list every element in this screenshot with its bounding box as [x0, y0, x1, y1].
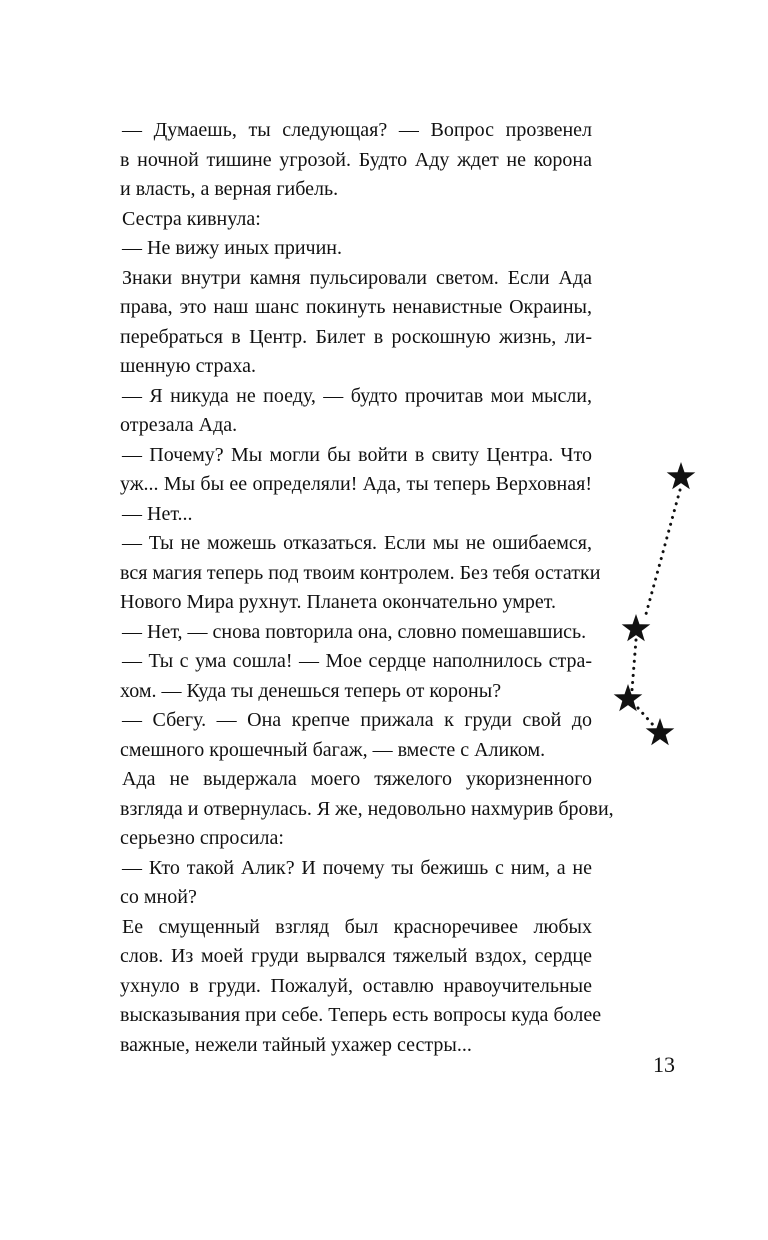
paragraph — [120, 618, 592, 648]
paragraph — [120, 441, 592, 500]
text-line: — Нет... — [122, 502, 193, 525]
text-line: — Ты с ума сошла! — Мое сердце наполнилось стра- — [122, 650, 592, 672]
text-line: важные, нежели тайный ухажер сестры... — [120, 1033, 472, 1056]
text-line: Ада не выдержала моего тяжелого укоризненного — [122, 768, 592, 790]
text-line: — Не вижу иных причин. — [122, 237, 342, 259]
paragraph — [120, 382, 592, 441]
text-line: — Я никуда не поеду, — будто прочитав мои мысли, — [122, 384, 592, 407]
text-line: шенную страха. — [120, 355, 256, 377]
paragraph — [120, 854, 592, 913]
text-line: со мной? — [120, 886, 197, 908]
paragraph — [120, 706, 592, 765]
paragraph — [120, 647, 592, 706]
text-line: — Нет, — снова повторила она, словно помешавшись. — [122, 620, 587, 643]
text-line: уж... Мы бы ее определяли! Ада, ты теперь Верховная! — [120, 473, 592, 495]
text-line: перебраться в Центр. Билет в роскошную жизнь, ли- — [120, 325, 592, 348]
text-line: слов. Из моей груди вырвался тяжелый вздох, сердце — [120, 945, 592, 967]
paragraph — [120, 913, 602, 1061]
text-line: смешного крошечный багаж, — вместе с Аликом. — [120, 738, 546, 761]
page-text — [120, 116, 614, 1060]
text-line: в ночной тишине угрозой. Будто Аду ждет не корона — [120, 148, 592, 171]
text-line: — Ты не можешь отказаться. Если мы не ошибаемся, — [122, 532, 592, 554]
text-line: Знаки внутри камня пульсировали светом. Если Ада — [122, 266, 592, 289]
text-line: серьезно спросила: — [120, 827, 284, 849]
star-icon — [622, 614, 651, 641]
text-line: хом. — Куда ты денешься теперь от короны? — [120, 679, 502, 702]
paragraph — [120, 529, 601, 618]
text-line: — Почему? Мы могли бы войти в свиту Центра. Что — [122, 443, 592, 466]
paragraph — [120, 264, 592, 382]
paragraph — [120, 500, 592, 530]
star-icon — [646, 718, 675, 745]
paragraph — [120, 205, 592, 235]
text-line: взгляда и отвернулась. Я же, недовольно нахмурив брови, — [120, 797, 614, 820]
star-constellation-icon — [600, 450, 710, 760]
text-line: Ее смущенный взгляд был красноречивее любых — [122, 915, 592, 938]
text-line: вся магия теперь под твоим контролем. Без тебя остатки — [120, 561, 601, 584]
text-line: — Думаешь, ты следующая? — Вопрос прозвенел — [122, 119, 592, 141]
text-line: высказывания при себе. Теперь есть вопросы куда более — [120, 1004, 602, 1026]
page-number: 13 — [653, 1052, 675, 1077]
text-line: и власть, а верная гибель. — [120, 178, 339, 200]
paragraph — [120, 765, 614, 854]
text-line: — Сбегу. — Она крепче прижала к груди свой до — [122, 709, 592, 731]
text-line: Нового Мира рухнут. Планета окончательно умрет. — [120, 591, 556, 613]
text-line: отрезала Ада. — [120, 414, 238, 436]
star-icon — [667, 462, 696, 489]
text-line: права, это наш шанс покинуть ненавистные Окраины, — [120, 296, 592, 318]
paragraph — [120, 116, 592, 205]
text-line: Сестра кивнула: — [122, 207, 261, 230]
text-line: ухнуло в груди. Пожалуй, оставлю нравоучительные — [120, 974, 592, 997]
paragraph — [120, 234, 592, 264]
text-line: — Кто такой Алик? И почему ты бежишь с ним, а не — [122, 856, 592, 879]
